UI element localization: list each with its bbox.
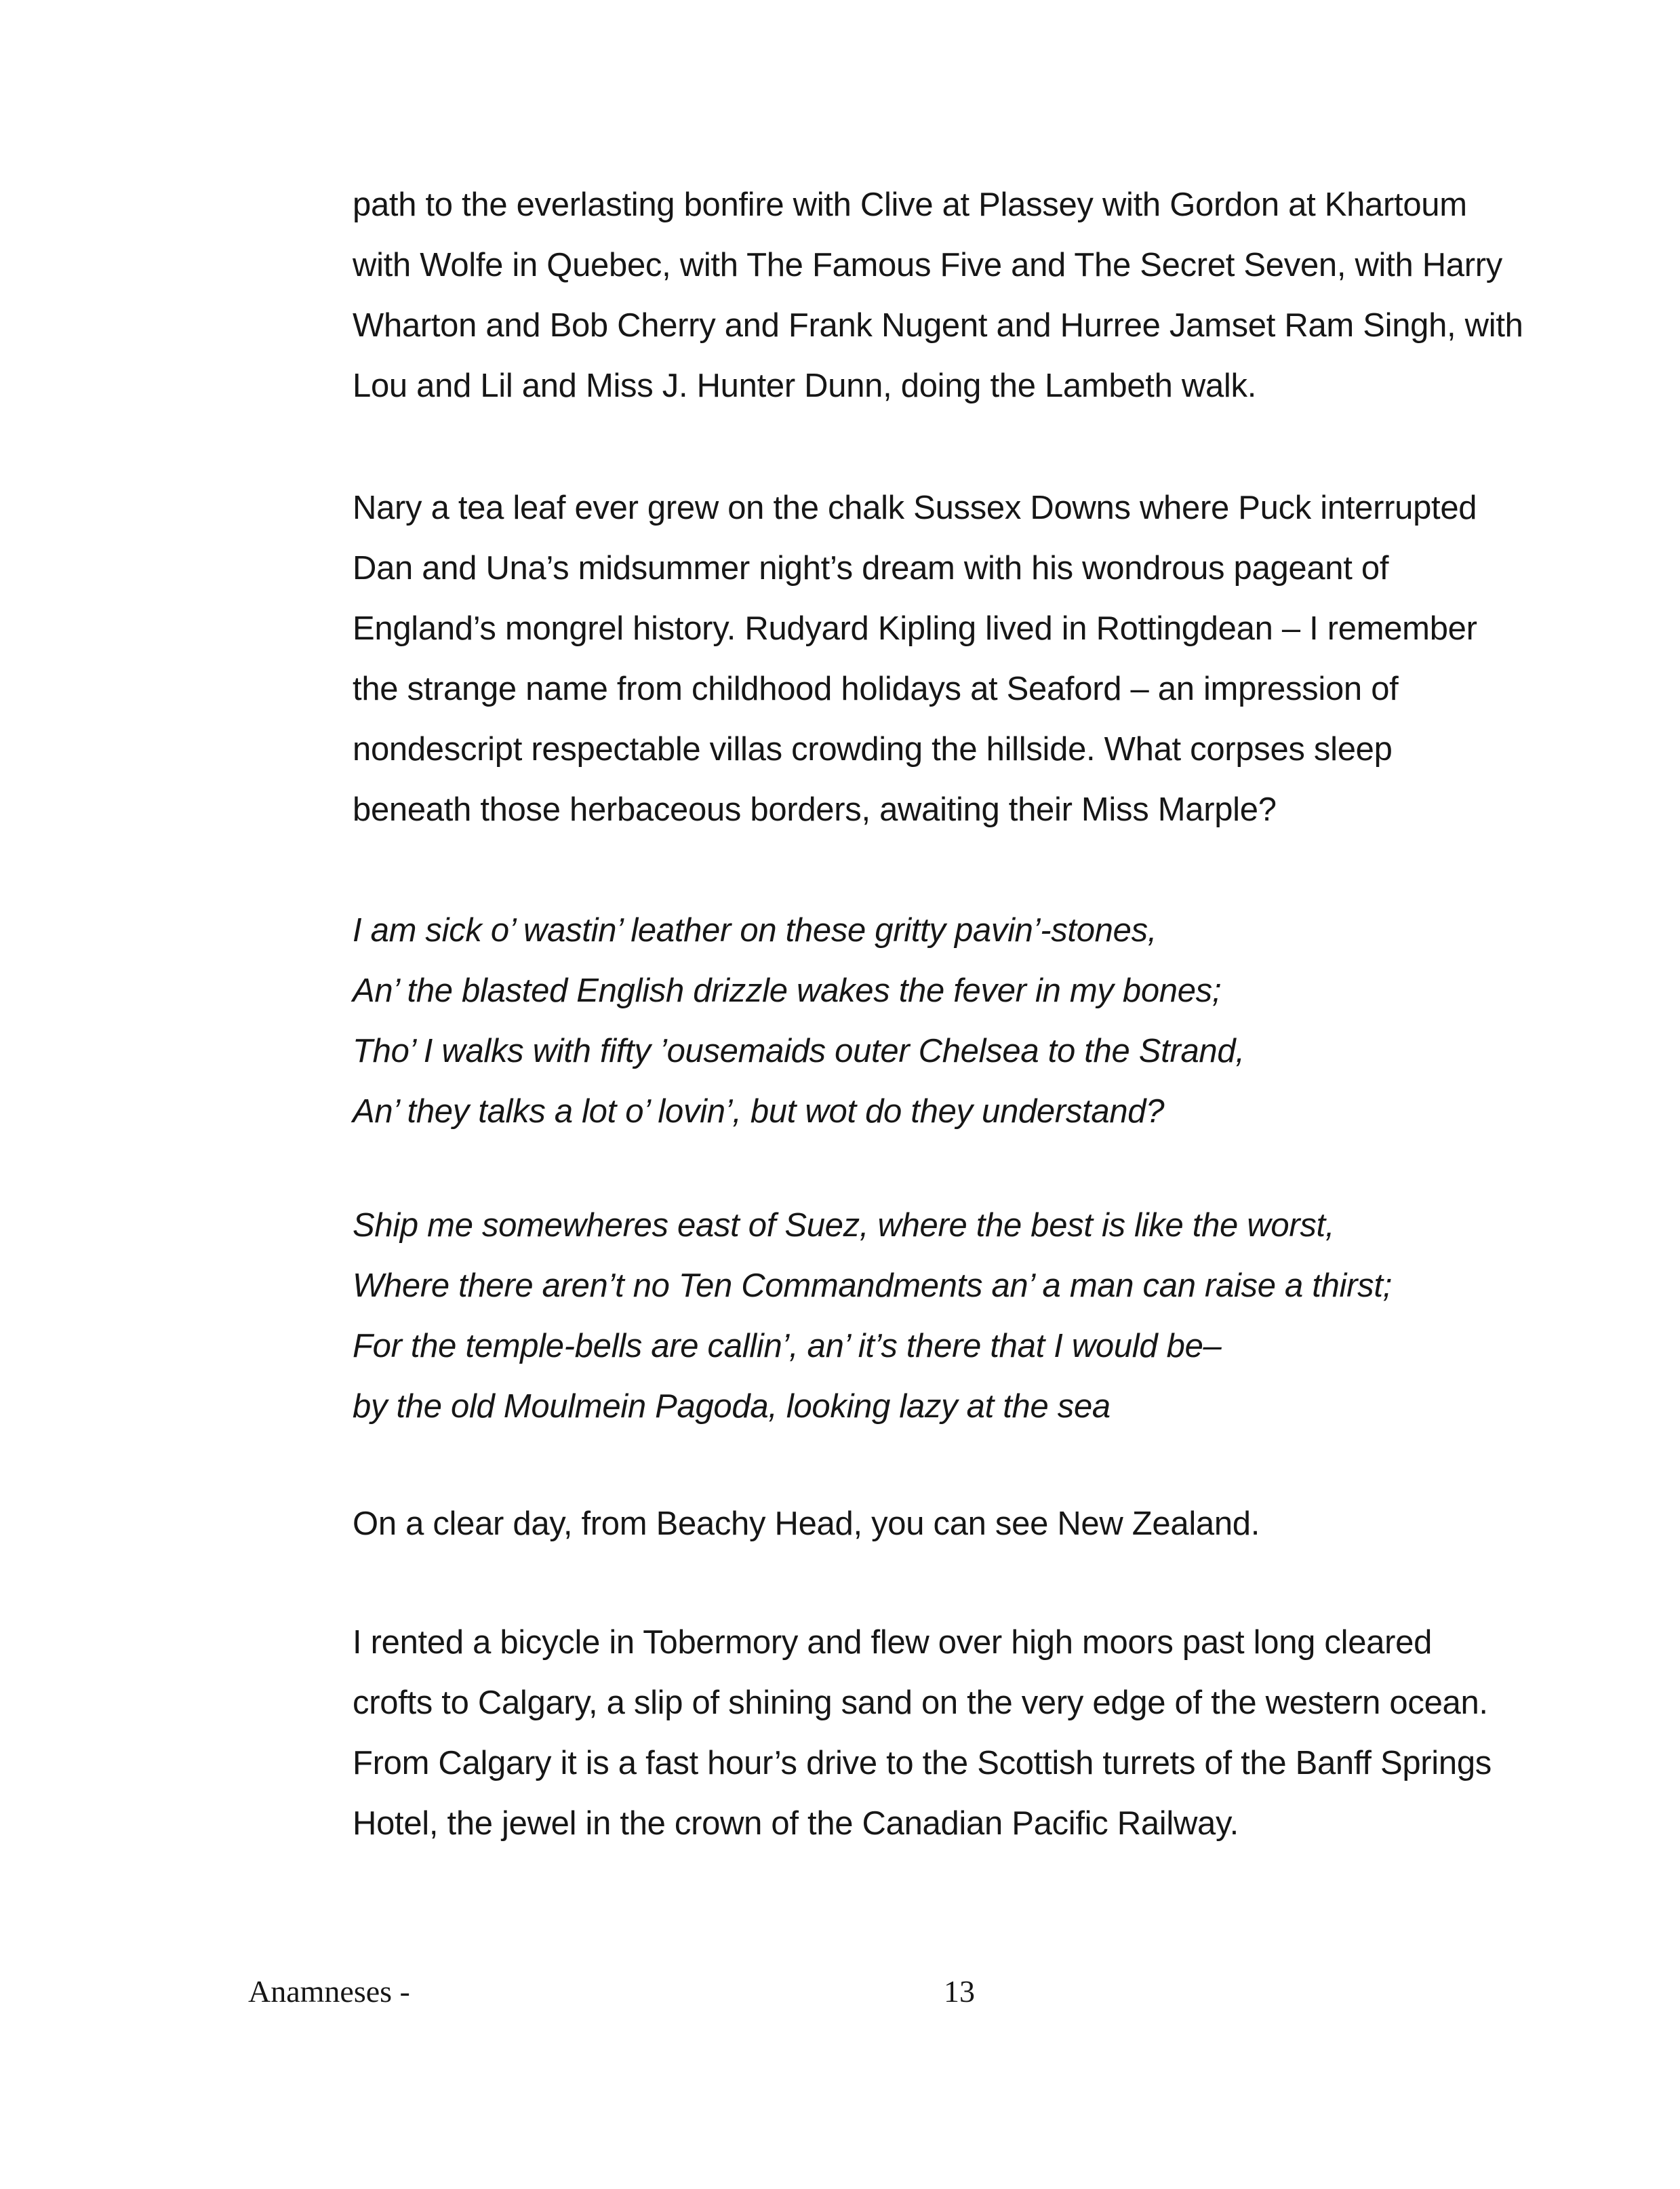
verse-stanza-one xyxy=(353,901,1586,1142)
verse-line: I am sick o’ wastin’ leather on these gritty pavin’-stones, xyxy=(353,912,1157,949)
text-line: Dan and Una’s midsummer night’s dream with his wondrous pageant of xyxy=(353,550,1389,587)
page-number: 13 xyxy=(944,1974,975,2009)
verse-line: An’ they talks a lot o’ lovin’, but wot do they understand? xyxy=(353,1093,1165,1130)
verse-line: Ship me somewheres east of Suez, where the best is like the worst, xyxy=(353,1207,1335,1244)
verse-line: Where there aren’t no Ten Commandments an’ a man can raise a thirst; xyxy=(353,1267,1392,1304)
text-line: I rented a bicycle in Tobermory and flew over high moors past long cleared xyxy=(353,1624,1433,1661)
text-line: Nary a tea leaf ever grew on the chalk Sussex Downs where Puck interrupted xyxy=(353,490,1477,526)
verse-line: by the old Moulmein Pagoda, looking lazy at the sea xyxy=(353,1388,1111,1425)
verse-line: For the temple-bells are callin’, an’ it’s there that I would be– xyxy=(353,1328,1222,1364)
verse-line: An’ the blasted English drizzle wakes the fever in my bones; xyxy=(353,972,1222,1009)
paragraph-tobermory xyxy=(353,1613,1586,1854)
text-line: Wharton and Bob Cherry and Frank Nugent and Hurree Jamset Ram Singh, with xyxy=(353,307,1523,344)
text-line: nondescript respectable villas crowding the hillside. What corpses sleep xyxy=(353,731,1393,768)
text-line: with Wolfe in Quebec, with The Famous Five and The Secret Seven, with Harry xyxy=(353,247,1502,283)
text-line: On a clear day, from Beachy Head, you can see New Zealand. xyxy=(353,1505,1260,1542)
verse-line: Tho’ I walks with fifty ’ousemaids outer Chelsea to the Strand, xyxy=(353,1033,1245,1069)
text-line: crofts to Calgary, a slip of shining sand on the very edge of the western ocean. xyxy=(353,1684,1488,1721)
text-line: the strange name from childhood holidays at Seaford – an impression of xyxy=(353,671,1399,707)
paragraph-beachy-head xyxy=(353,1494,1586,1554)
verse-stanza-two xyxy=(353,1196,1586,1437)
text-line: From Calgary it is a fast hour’s drive to the Scottish turrets of the Banff Springs xyxy=(353,1745,1492,1781)
text-line: beneath those herbaceous borders, awaiting their Miss Marple? xyxy=(353,791,1277,828)
text-line: path to the everlasting bonfire with Clive at Plassey with Gordon at Khartoum xyxy=(353,186,1467,223)
text-line: Lou and Lil and Miss J. Hunter Dunn, doing the Lambeth walk. xyxy=(353,368,1257,404)
text-line: England’s mongrel history. Rudyard Kipling lived in Rottingdean – I remember xyxy=(353,610,1477,647)
paragraph-empire-heroes xyxy=(353,175,1586,416)
text-line: Hotel, the jewel in the crown of the Canadian Pacific Railway. xyxy=(353,1805,1239,1842)
footer-title: Anamneses - xyxy=(248,1974,410,2009)
paragraph-sussex-downs xyxy=(353,478,1586,840)
